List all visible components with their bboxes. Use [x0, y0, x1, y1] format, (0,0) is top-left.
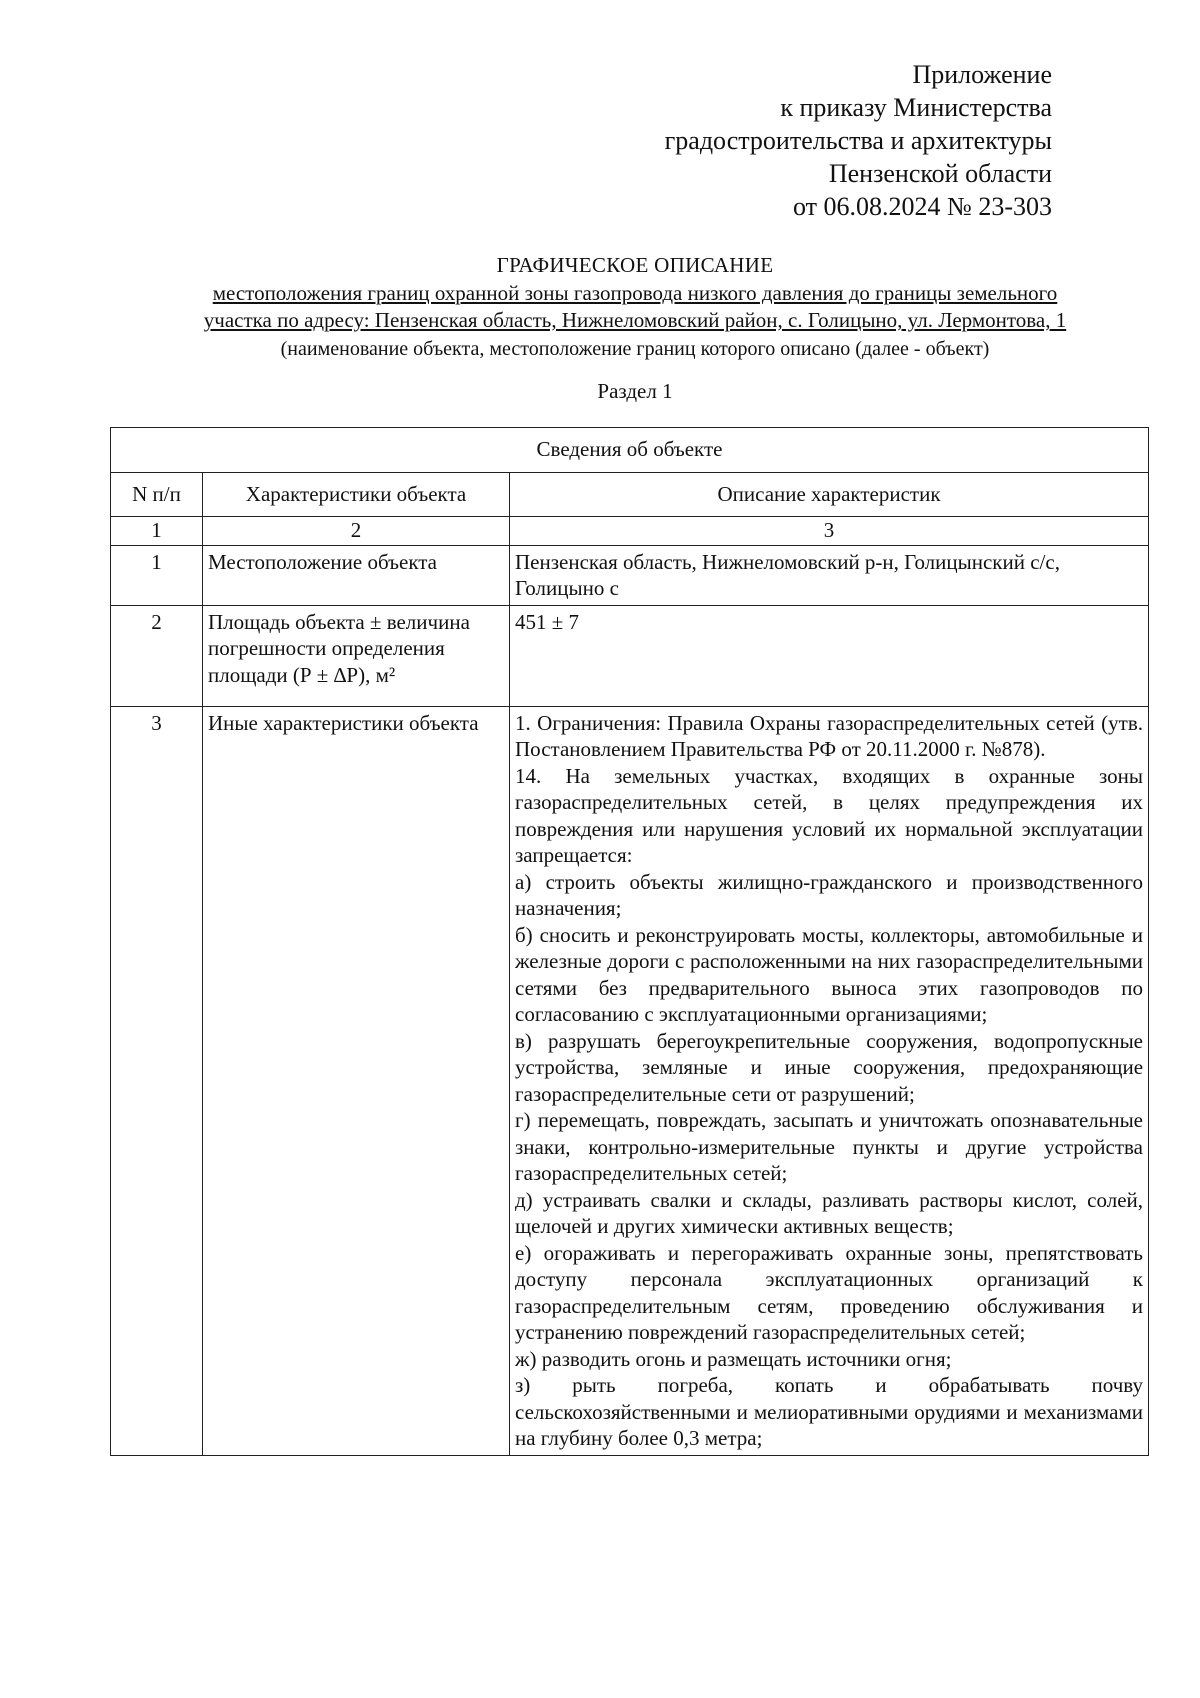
- restriction-paragraph: ж) разводить огонь и размещать источники огня;: [515, 1346, 952, 1371]
- restriction-paragraph: е) огораживать и перегораживать охранные зоны, препятствовать доступу персонала эксплуатационных организаций к газораспределительным сетям, проведению обслуживания и устранению повреждений газораспределительных сетей;: [515, 1240, 1144, 1344]
- restriction-paragraph: б) сносить и реконструировать мосты, коллекторы, автомобильные и железные дороги с расположенными на них газораспределительными сетями без предварительного выноса этих газопроводов по согласованию с эксплуатационными организациями;: [515, 922, 1144, 1026]
- appendix-line-1: Приложение: [912, 60, 1052, 89]
- table-row: [111, 605, 1149, 706]
- column-header-characteristic: Характеристики объекта: [203, 472, 510, 517]
- column-number-1: 1: [111, 517, 203, 546]
- appendix-line-2: к приказу Министерства: [780, 93, 1052, 122]
- document-subtitle: [110, 280, 1160, 334]
- column-number-3: 3: [510, 517, 1149, 546]
- section-label: Раздел 1: [597, 379, 673, 403]
- column-number-row: [111, 517, 1149, 546]
- row-number: 2: [111, 605, 203, 706]
- column-number-2: 2: [203, 517, 510, 546]
- restriction-paragraph: 14. На земельных участках, входящих в охранные зоны газораспределительных сетей, в целях предупреждения их повреждения или нарушения условий их нормальной эксплуатации запрещается:: [515, 763, 1144, 867]
- restriction-paragraph: 1. Ограничения: Правила Охраны газораспределительных сетей (утв. Постановлением Правительства РФ от 20.11.2000 г. №878).: [515, 710, 1144, 761]
- restriction-paragraph: в) разрушать берегоукрепительные сооружения, водопропускные устройства, земляные и иные сооружения, предохраняющие газораспределительные сети от разрушений;: [515, 1028, 1144, 1106]
- appendix-order-date-number: от 06.08.2024 № 23-303: [793, 192, 1052, 221]
- column-header-number: N п/п: [111, 472, 203, 517]
- table-row: [111, 706, 1149, 1455]
- row-description: Пензенская область, Нижнеломовский р-н, Голицынский с/с, Голицыно с: [510, 545, 1149, 605]
- row-number: 1: [111, 545, 203, 605]
- subtitle-line-2: участка по адресу: Пензенская область, Нижнеломовский район, с. Голицыно, ул. Лермонтова, 1: [203, 308, 1067, 332]
- document-title: ГРАФИЧЕСКОЕ ОПИСАНИЕ: [496, 253, 774, 277]
- appendix-line-4: Пензенской области: [828, 159, 1052, 188]
- row-characteristic: Местоположение объекта: [203, 545, 510, 605]
- row-characteristic: Площадь объекта ± величина погрешности определения площади (Р ± ∆Р), м²: [203, 605, 510, 706]
- restriction-paragraph: г) перемещать, повреждать, засыпать и уничтожать опознавательные знаки, контрольно-измерительные пункты и другие устройства газораспределительных сетей;: [515, 1108, 1144, 1185]
- table-caption: Сведения об объекте: [111, 428, 1149, 473]
- row-description: 451 ± 7: [510, 605, 1149, 706]
- subtitle-line-1: местоположения границ охранной зоны газопровода низкого давления до границы земельного: [212, 281, 1058, 305]
- table-caption-row: [111, 428, 1149, 473]
- table-row: [111, 545, 1149, 605]
- row-characteristic: Иные характеристики объекта: [203, 706, 510, 1455]
- restriction-paragraph: а) строить объекты жилищно-гражданского и производственного назначения;: [515, 869, 1144, 920]
- document-caption: (наименование объекта, местоположение границ которого описано (далее - объект): [280, 338, 990, 360]
- restriction-paragraph: д) устраивать свалки и склады, разливать растворы кислот, солей, щелочей и других химически активных веществ;: [515, 1187, 1144, 1238]
- table-header-row: [111, 472, 1149, 517]
- appendix-block: [665, 58, 1052, 223]
- appendix-line-3: градостроительства и архитектуры: [664, 126, 1052, 155]
- title-block: [110, 252, 1160, 404]
- restriction-paragraph: з) рыть погреба, копать и обрабатывать почву сельскохозяйственными и мелиоративными орудиями и механизмами на глубину более 0,3 метра;: [515, 1373, 1144, 1450]
- row-number: 3: [111, 706, 203, 1455]
- column-header-description: Описание характеристик: [510, 472, 1149, 517]
- object-info-table: [110, 427, 1149, 1456]
- row-description: [510, 706, 1149, 1455]
